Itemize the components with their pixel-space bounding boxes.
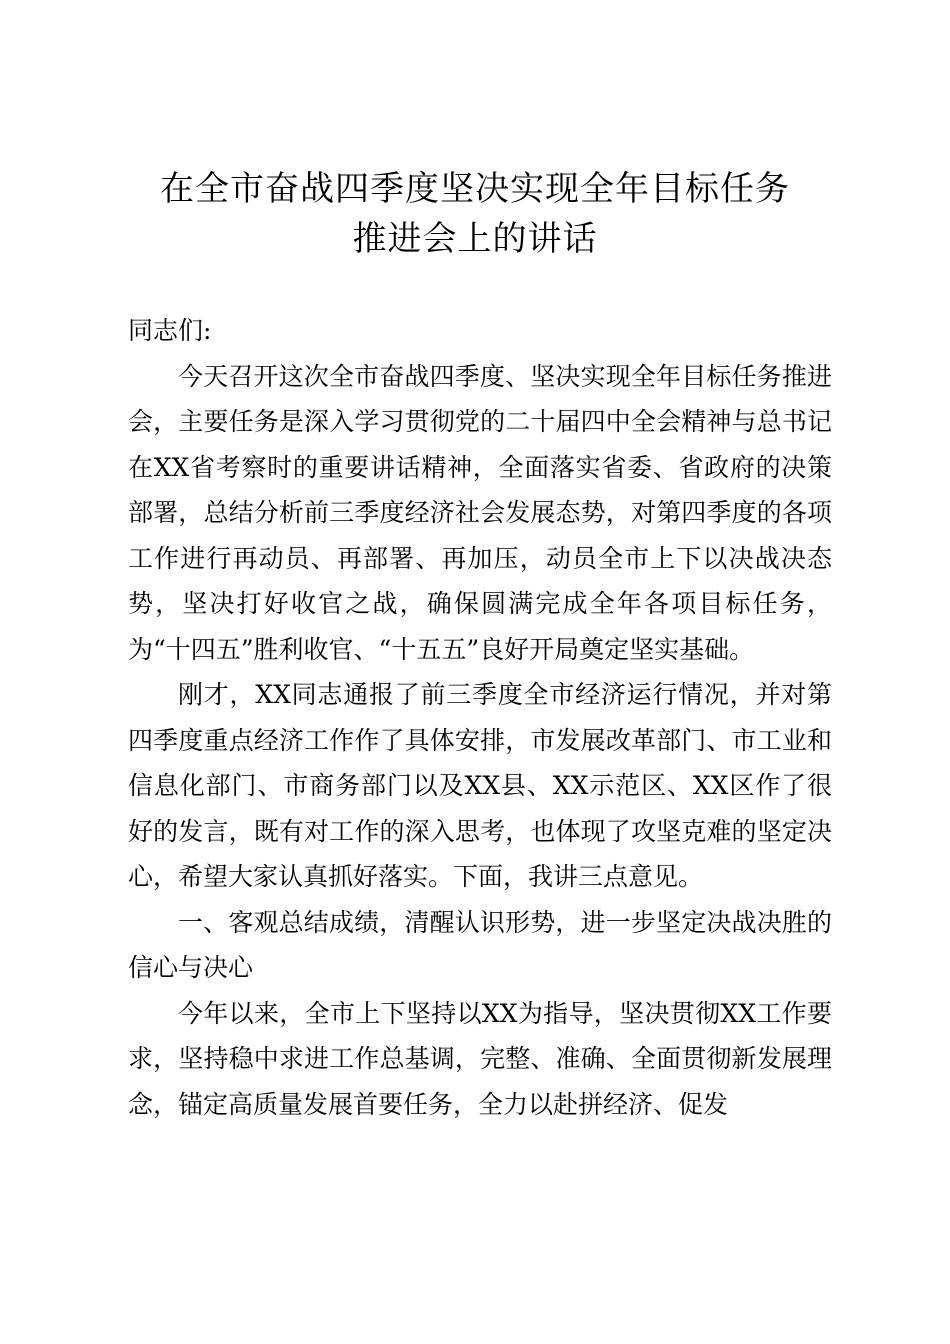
paragraph-opening: 今天召开这次全市奋战四季度、坚决实现全年目标任务推进会，主要任务是深入学习贯彻党的二十届四中全会精神与总书记在XX省考察时的重要讲话精神，全面落实省委、省政府的决策部署，总结分析前三季度经济社会发展态势，对第四季度的各项工作进行再动员、再部署、再加压，动员全市上下以决战决态势，坚决打好收官之战，确保圆满完成全年各项目标任务，为“十四五”胜利收官、“十五五”良好开局奠定坚实基础。 bbox=[128, 361, 832, 664]
section-heading-1: 一、客观总结成绩，清醒认识形势，进一步坚定决战决胜的信心与决心 bbox=[128, 907, 832, 982]
title-line-1: 在全市奋战四季度坚决实现全年目标任务 bbox=[160, 169, 790, 209]
salutation: 同志们: bbox=[128, 316, 212, 345]
document-title bbox=[0, 164, 950, 264]
document-body bbox=[128, 308, 832, 1127]
paragraph-section-1: 今年以来，全市上下坚持以XX为指导，坚决贯彻XX工作要求，坚持稳中求进工作总基调，完整、准确、全面贯彻新发展理念，锚定高质量发展首要任务，全力以赴拼经济、促发 bbox=[128, 998, 832, 1119]
paragraph-summary: 刚才，XX同志通报了前三季度全市经济运行情况，并对第四季度重点经济工作作了具体安排，市发展改革部门、市工业和信息化部门、市商务部门以及XX县、XX示范区、XX区作了很好的发言，既有对工作的深入思考，也体现了攻坚克难的坚定决心，希望大家认真抓好落实。下面，我讲三点意见。 bbox=[128, 680, 832, 891]
title-line-2: 推进会上的讲话 bbox=[352, 219, 598, 259]
